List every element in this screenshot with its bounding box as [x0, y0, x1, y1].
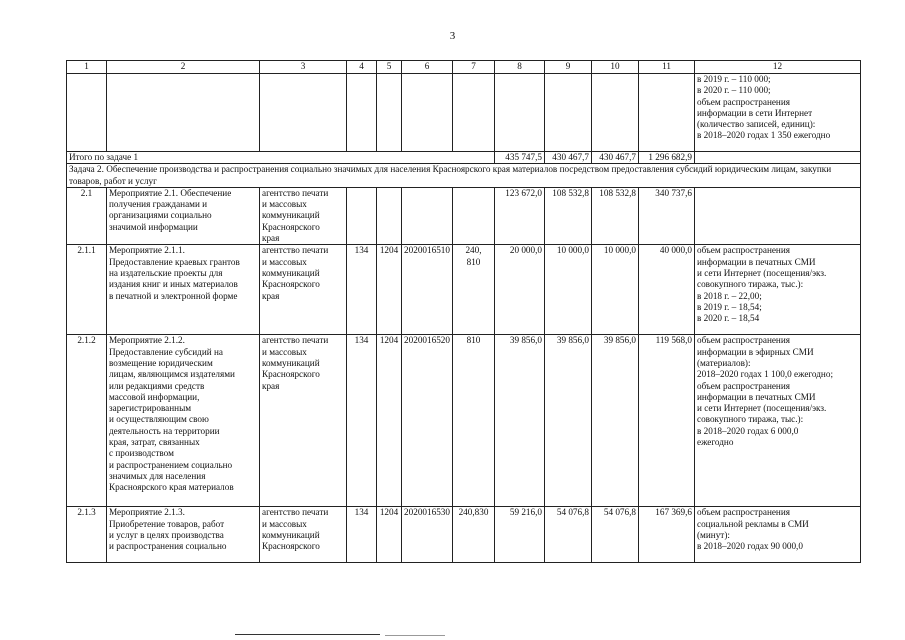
value-total: 40 000,0: [639, 245, 695, 335]
value-2018: 20 000,0: [495, 245, 545, 335]
cell: [107, 74, 260, 152]
value-2020: 54 076,8: [592, 507, 639, 563]
column-number: 9: [545, 61, 592, 74]
measure-name: Мероприятие 2.1.1. Предоставление краевых грантов на издательские проекты для издания книг и иных материалов в печатной и электронной форме: [107, 245, 260, 335]
row-number: 2.1.3: [67, 507, 107, 563]
section-code: 1204: [377, 507, 402, 563]
cell: [260, 74, 347, 152]
page-number: 3: [449, 30, 456, 42]
agency: агентство печати и массовых коммуникаций Красноярского края: [260, 187, 347, 244]
cell: [453, 74, 495, 152]
column-number: 2: [107, 61, 260, 74]
value-2019: 54 076,8: [545, 507, 592, 563]
table-row: [67, 335, 861, 507]
value-total: 340 737,6: [639, 187, 695, 244]
total-row: [67, 152, 861, 164]
value-2018: 39 856,0: [495, 335, 545, 507]
column-number: 8: [495, 61, 545, 74]
cell: [402, 74, 453, 152]
cell: [545, 74, 592, 152]
total-2020: 430 467,7: [592, 152, 639, 164]
measure-name: Мероприятие 2.1.3. Приобретение товаров, работ и услуг в целях производства и распространения социально: [107, 507, 260, 563]
section-code: [377, 187, 402, 244]
section-code: 1204: [377, 335, 402, 507]
total-2018: 435 747,5: [495, 152, 545, 164]
cell: [347, 74, 377, 152]
target-code: 2020016510: [402, 245, 453, 335]
grbs-code: [347, 187, 377, 244]
cell: [67, 74, 107, 152]
total-sum: 1 296 682,9: [639, 152, 695, 164]
grbs-code: 134: [347, 507, 377, 563]
cell: [695, 152, 861, 164]
value-2018: 59 216,0: [495, 507, 545, 563]
column-number: 1: [67, 61, 107, 74]
column-number: 11: [639, 61, 695, 74]
table-row: [67, 245, 861, 335]
cell: [592, 74, 639, 152]
cell: [639, 74, 695, 152]
task-heading: Задача 2. Обеспечение производства и распространения социально значимых для населения Красноярского края материалов посредством предоставления субсидий юридическим лицам, закупки товаров, работ и услуг: [67, 164, 861, 188]
indicator-cell: объем распространения информации в эфирных СМИ (материалов): 2018–2020 годах 1 100,0 ежегодно; объем распространения информации в печатных СМИ и сети Интернет (посещения/экз. совокупного тиража, тыс.): в 2018–2020 годах 6 000,0 ежегодно: [695, 335, 861, 507]
total-2019: 430 467,7: [545, 152, 592, 164]
indicator-cell: в 2019 г. – 110 000; в 2020 г. – 110 000; объем распространения информации в сети Интернет (количество записей, единиц): в 2018–2020 годах 1 350 ежегодно: [695, 74, 861, 152]
value-2020: 108 532,8: [592, 187, 639, 244]
row-number: 2.1.1: [67, 245, 107, 335]
task-heading-row: [67, 164, 861, 188]
footer-divider-faint: [385, 635, 445, 636]
measure-name: Мероприятие 2.1.2. Предоставление субсидий на возмещение юридическим лицам, являющимся издателями или редакциями средств массовой информации, зарегистрированным и осуществляющим свою деятельность на территории края, затрат, связанных с производством и распространением социально значимых для населения Красноярского края материалов: [107, 335, 260, 507]
value-2018: 123 672,0: [495, 187, 545, 244]
column-number: 3: [260, 61, 347, 74]
value-2019: 108 532,8: [545, 187, 592, 244]
expense-type: [453, 187, 495, 244]
target-code: 2020016530: [402, 507, 453, 563]
indicator-cell: [695, 187, 861, 244]
agency: агентство печати и массовых коммуникаций Красноярского края: [260, 335, 347, 507]
column-number: 4: [347, 61, 377, 74]
column-number: 10: [592, 61, 639, 74]
expense-type: 810: [453, 335, 495, 507]
cell: [377, 74, 402, 152]
grbs-code: 134: [347, 245, 377, 335]
table-row: [67, 507, 861, 563]
target-code: 2020016520: [402, 335, 453, 507]
target-code: [402, 187, 453, 244]
value-2019: 10 000,0: [545, 245, 592, 335]
column-number: 6: [402, 61, 453, 74]
indicator-cell: объем распространения социальной рекламы в СМИ (минут): в 2018–2020 годах 90 000,0: [695, 507, 861, 563]
continuation-row: [67, 74, 861, 152]
agency: агентство печати и массовых коммуникаций Красноярского: [260, 507, 347, 563]
cell: [495, 74, 545, 152]
total-label: Итого по задаче 1: [67, 152, 495, 164]
indicator-cell: объем распространения информации в печатных СМИ и сети Интернет (посещения/экз. совокупного тиража, тыс.): в 2018 г. – 22,00; в 2019 г. – 18,54; в 2020 г. – 18,54: [695, 245, 861, 335]
table-row: [67, 187, 861, 244]
value-total: 119 568,0: [639, 335, 695, 507]
footer-divider: [235, 634, 380, 635]
column-numbers-row: [67, 61, 861, 74]
value-total: 167 369,6: [639, 507, 695, 563]
value-2019: 39 856,0: [545, 335, 592, 507]
section-code: 1204: [377, 245, 402, 335]
expense-type: 240,830: [453, 507, 495, 563]
row-number: 2.1: [67, 187, 107, 244]
value-2020: 10 000,0: [592, 245, 639, 335]
value-2020: 39 856,0: [592, 335, 639, 507]
row-number: 2.1.2: [67, 335, 107, 507]
grbs-code: 134: [347, 335, 377, 507]
program-table: [66, 60, 861, 563]
column-number: 12: [695, 61, 861, 74]
agency: агентство печати и массовых коммуникаций Красноярского края: [260, 245, 347, 335]
measure-name: Мероприятие 2.1. Обеспечение получения гражданами и организациями социально значимой информации: [107, 187, 260, 244]
column-number: 7: [453, 61, 495, 74]
column-number: 5: [377, 61, 402, 74]
expense-type: 240, 810: [453, 245, 495, 335]
